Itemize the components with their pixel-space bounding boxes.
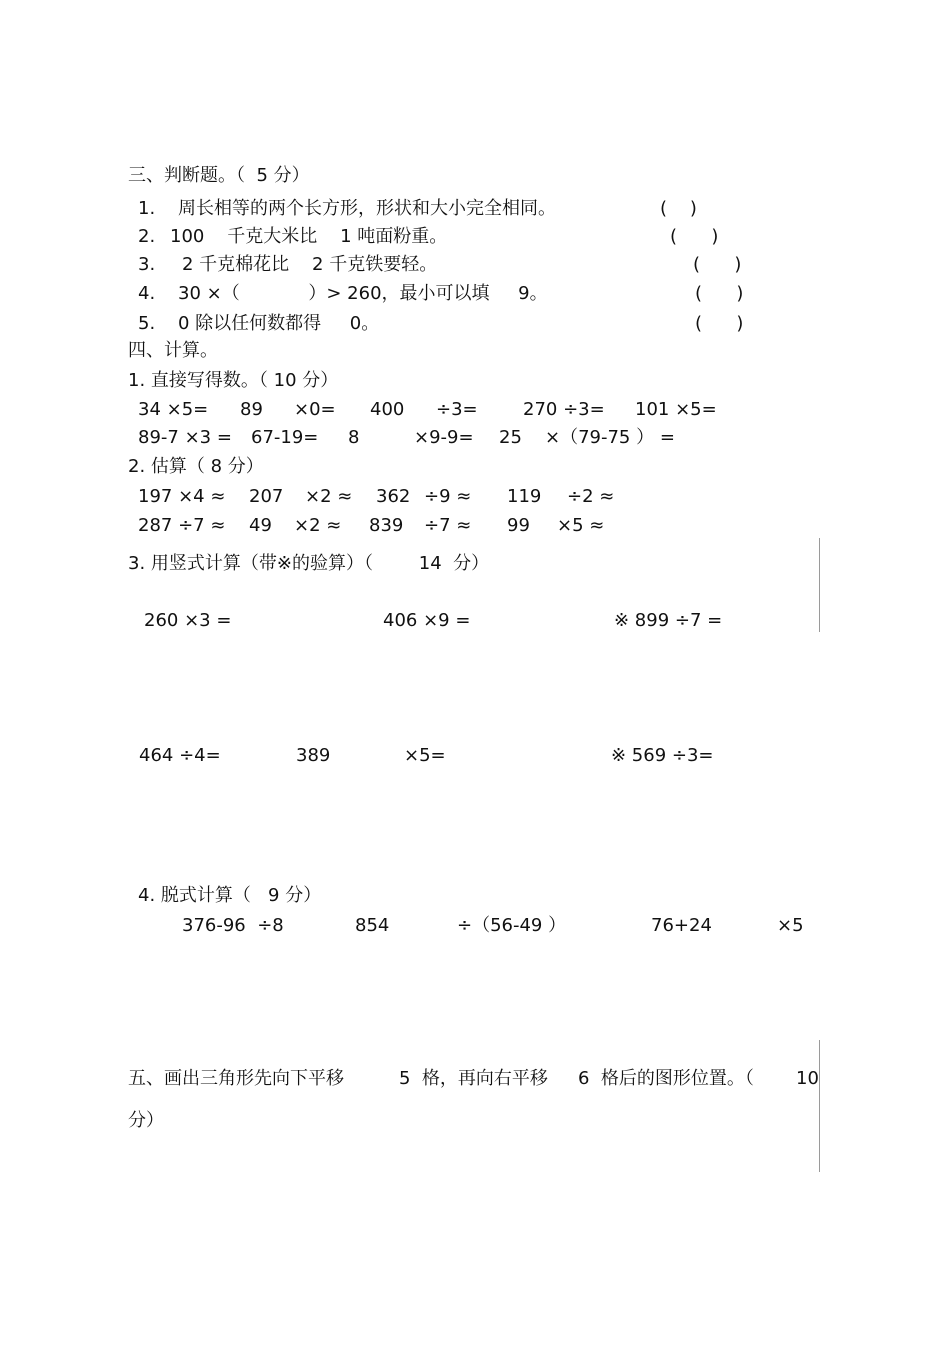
vertical-calc-item: 406 ×9 = <box>383 610 471 631</box>
estimate-item: 119 <box>507 486 542 507</box>
step-calc-item: 376-96 ÷8 <box>182 915 284 936</box>
mental-math-item: 270 ÷3= <box>523 399 605 420</box>
page-edge-line <box>819 1040 820 1172</box>
estimate-item: ÷2 ≈ <box>567 486 615 507</box>
step-calc-item: ÷（56-49 ） <box>457 915 567 936</box>
judge-item-5-answer-box[interactable]: ( ) <box>695 313 744 334</box>
judge-item-4-answer-box[interactable]: ( ) <box>695 283 744 304</box>
part2-title: 2. 估算（ 8 分） <box>128 456 264 477</box>
part1-title: 1. 直接写得数。（ 10 分） <box>128 370 339 391</box>
page-edge-line <box>819 538 820 632</box>
estimate-item: 839 <box>369 515 404 536</box>
judge-item-4-number: 4. <box>138 283 156 304</box>
section5-text-part: 6 格后的图形位置。（ <box>578 1068 754 1089</box>
section5-text-part: 10 <box>796 1068 819 1089</box>
mental-math-item: 8 <box>348 427 360 448</box>
judge-item-2-text: 100 千克大米比 1 吨面粉重。 <box>170 226 448 247</box>
mental-math-item: ×（79-75 ） = <box>545 427 675 448</box>
section5-text-part: 五、画出三角形先向下平移 <box>128 1068 344 1089</box>
part3-title: 3. 用竖式计算（带※的验算）（ 14 分） <box>128 553 490 574</box>
step-calc-item: 854 <box>355 915 390 936</box>
vertical-calc-item: 260 ×3 = <box>144 610 232 631</box>
mental-math-item: 89 <box>240 399 263 420</box>
mental-math-item: 67-19= <box>251 427 319 448</box>
section5-text-end: 分） <box>128 1110 164 1131</box>
mental-math-item: ×9-9= <box>414 427 474 448</box>
judge-item-2-number: 2. <box>138 226 156 247</box>
vertical-calc-item: ※ 899 ÷7 = <box>614 610 723 631</box>
estimate-item: 99 <box>507 515 530 536</box>
judge-item-3-answer-box[interactable]: ( ) <box>693 254 742 275</box>
vertical-calc-item: 464 ÷4= <box>139 745 221 766</box>
vertical-calc-item: ※ 569 ÷3= <box>611 745 714 766</box>
section4-title: 四、计算。 <box>128 340 218 361</box>
step-calc-item: ×5 <box>777 915 804 936</box>
vertical-calc-item: ×5= <box>404 745 446 766</box>
mental-math-item: 400 <box>370 399 405 420</box>
mental-math-item: 25 <box>499 427 522 448</box>
estimate-item: ×2 ≈ <box>294 515 342 536</box>
mental-math-item: 89-7 ×3 = <box>138 427 232 448</box>
estimate-item: ÷9 ≈ <box>424 486 472 507</box>
mental-math-item: 101 ×5= <box>635 399 717 420</box>
judge-item-4-text: 30 ×（ ）> 260，最小可以填 9。 <box>178 283 548 304</box>
mental-math-item: ÷3= <box>436 399 478 420</box>
section5-text-part: 5 格，再向右平移 <box>399 1068 548 1089</box>
judge-item-1-text: 周长相等的两个长方形，形状和大小完全相同。 <box>178 198 556 219</box>
judge-item-3-text: 2 千克棉花比 2 千克铁要轻。 <box>182 254 438 275</box>
mental-math-item: ×0= <box>294 399 336 420</box>
judge-item-2-answer-box[interactable]: ( ) <box>670 226 719 247</box>
estimate-item: 362 <box>376 486 411 507</box>
part4-title: 4. 脱式计算（ 9 分） <box>138 885 322 906</box>
judge-item-1-number: 1. <box>138 198 156 219</box>
estimate-item: ×5 ≈ <box>557 515 605 536</box>
estimate-item: ×2 ≈ <box>305 486 353 507</box>
judge-item-3-number: 3. <box>138 254 156 275</box>
estimate-item: 49 <box>249 515 272 536</box>
judge-item-5-number: 5. <box>138 313 156 334</box>
estimate-item: 197 ×4 ≈ <box>138 486 226 507</box>
estimate-item: 287 ÷7 ≈ <box>138 515 226 536</box>
judge-item-5-text: 0 除以任何数都得 0。 <box>178 313 380 334</box>
section3-title: 三、判断题。（ 5 分） <box>128 165 310 186</box>
vertical-calc-item: 389 <box>296 745 331 766</box>
mental-math-item: 34 ×5= <box>138 399 209 420</box>
judge-item-1-answer-box[interactable]: ( ) <box>660 198 697 219</box>
estimate-item: ÷7 ≈ <box>424 515 472 536</box>
estimate-item: 207 <box>249 486 284 507</box>
step-calc-item: 76+24 <box>651 915 712 936</box>
